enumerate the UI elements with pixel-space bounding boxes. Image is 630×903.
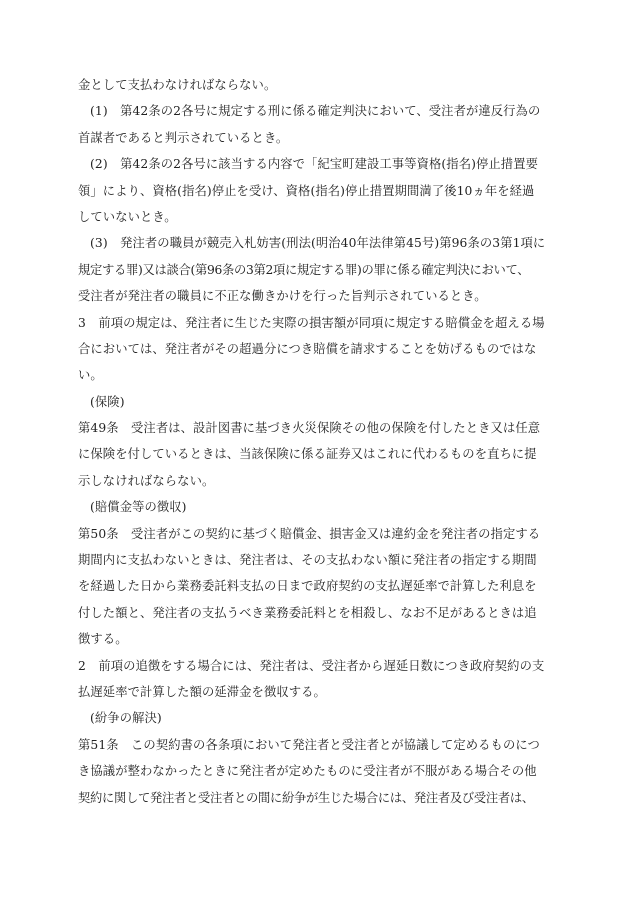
clause-item-3: (3) 発注者の職員が競売入札妨害(刑法(明治40年法律第45号)第96条の3第1項に (90, 236, 546, 251)
clause-item-2: (2) 第42条の2各号に該当する内容で「紀宝町建設工事等資格(指名)停止措置要 (90, 157, 538, 172)
text-line: 徴する。 (78, 632, 128, 647)
text-line: 払遅延率で計算した額の延滞金を徴収する。 (78, 684, 326, 699)
article-caption-collection: (賠償金等の徴収) (90, 500, 187, 515)
text-line: に保険を付しているときは、当該保険に係る証券又はこれに代わるものを直ちに提 (78, 447, 537, 462)
paragraph-3: 3 前項の規定は、発注者に生じた実際の損害額が同項に規定する賠償金を超える場 (78, 315, 545, 330)
text-line: 金として支払わなければならない。 (78, 78, 277, 92)
article-caption-insurance: (保険) (90, 394, 125, 409)
text-line: していないとき。 (78, 209, 177, 224)
text-line: 契約に関して発注者と受注者との間に紛争が生じた場合には、発注者及び受注者は、 (78, 790, 534, 805)
text-line: 合においては、発注者がその超過分につき賠償を請求することを妨げるものではな (78, 341, 537, 356)
text-line: を経過した日から業務委託料支払の日まで政府契約の支払遅延率で計算した利息を (78, 579, 537, 594)
text-line: 規定する罪)又は談合(第96条の3第2項に規定する罪)の罪に係る確定判決において、 (78, 262, 530, 277)
text-line: い。 (78, 368, 103, 383)
paragraph-2: 2 前項の追徴をする場合には、発注者は、受注者から遅延日数につき政府契約の支 (78, 658, 545, 673)
clause-item-1: (1) 第42条の2各号に規定する刑に係る確定判決において、受注者が違反行為の (90, 104, 541, 119)
text-line: き協議が整わなかったときに発注者が定めたものに受注者が不服がある場合その他 (78, 764, 537, 779)
text-line: 期間内に支払わないときは、発注者は、その支払わない額に発注者の指定する期間 (78, 553, 537, 568)
article-51: 第51条 この契約書の各条項において発注者と受注者とが協議して定めるものにつ (78, 737, 540, 752)
article-49: 第49条 受注者は、設計図書に基づき火災保険その他の保険を付したとき又は任意 (78, 421, 541, 436)
article-50: 第50条 受注者がこの契約に基づく賠償金、損害金又は違約金を発注者の指定する (78, 526, 541, 541)
text-line: 首謀者であると判示されているとき。 (78, 130, 289, 145)
text-line: 示しなければならない。 (78, 473, 215, 488)
text-line: 受注者が発注者の職員に不正な働きかけを行った旨判示されているとき。 (78, 289, 487, 304)
document-body (78, 72, 558, 811)
text-line: 領」により、資格(指名)停止を受け、資格(指名)停止措置期間満了後10ヵ年を経過 (78, 183, 535, 198)
text-line: 付した額と、発注者の支払うべき業務委託料とを相殺し、なお不足があるときは追 (78, 605, 537, 620)
article-caption-dispute: (紛争の解決) (90, 711, 162, 726)
